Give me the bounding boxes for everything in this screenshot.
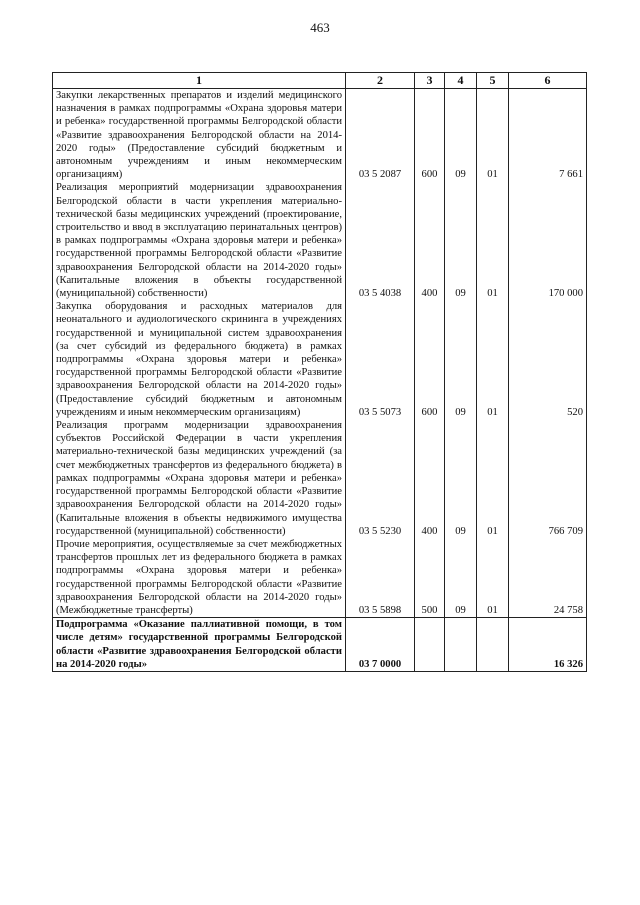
column-header-1: 1 [53, 73, 346, 89]
column-header-2: 2 [346, 73, 415, 89]
row-code: 03 5 4038 [346, 181, 415, 300]
column-header-5: 5 [477, 73, 509, 89]
table-row [53, 300, 587, 419]
row-description: Реализация мероприятий модернизации здравоохранения Белгородской области в части укрепления материально-технической базы медицинских учреждений (проектирование, строительство и ввод в эксплуатацию перинатальных центров) в рамках подпрограммы «Охрана здоровья матери и ребенка» государственной программы Белгородской области «Развитие здравоохранения Белгородской области на 2014-2020 годы» (Капитальные вложения в объекты государственной (муниципальной) собственности) [53, 181, 346, 300]
row-col3: 400 [415, 419, 445, 538]
row-col4: 09 [445, 419, 477, 538]
row-col4: 09 [445, 181, 477, 300]
row-col5: 01 [477, 419, 509, 538]
summary-col5 [477, 618, 509, 672]
summary-code: 03 7 0000 [346, 618, 415, 672]
row-col5: 01 [477, 538, 509, 618]
row-amount: 24 758 [509, 538, 587, 618]
row-code: 03 5 5230 [346, 419, 415, 538]
table-row [53, 181, 587, 300]
row-col5: 01 [477, 181, 509, 300]
table-row [53, 538, 587, 618]
row-description: Прочие мероприятия, осуществляемые за счет межбюджетных трансфертов прошлых лет из федерального бюджета в рамках подпрограммы «Охрана здоровья матери и ребенка» государственной программы Белгородской области «Развитие здравоохранения Белгородской области на 2014-2020 годы» (Межбюджетные трансферты) [53, 538, 346, 618]
subprogram-summary-row [53, 618, 587, 672]
row-col3: 600 [415, 300, 445, 419]
summary-col4 [445, 618, 477, 672]
row-description: Закупка оборудования и расходных материалов для неонатального и аудиологического скрининга в учреждениях государственной и муниципальной систем здравоохранения (за счет субсидий из федерального бюджета) в рамках подпрограммы «Охрана здоровья матери и ребенка» государственной программы Белгородской области «Развитие здравоохранения Белгородской области на 2014-2020 годы» (Предоставление субсидий бюджетным и автономным учреждениям и иным некоммерческим организациям) [53, 300, 346, 419]
row-amount: 170 000 [509, 181, 587, 300]
row-col5: 01 [477, 300, 509, 419]
row-col3: 600 [415, 89, 445, 182]
row-col4: 09 [445, 89, 477, 182]
table-row [53, 89, 587, 182]
row-code: 03 5 5073 [346, 300, 415, 419]
row-description: Реализация программ модернизации здравоохранения субъектов Российской Федерации в части укрепления материально-технической базы медицинских учреждений (за счет межбюджетных трансфертов из федерального бюджета) в рамках подпрограммы «Охрана здоровья матери и ребенка» государственной программы Белгородской области «Развитие здравоохранения Белгородской области на 2014-2020 годы» (Капитальные вложения в объекты недвижимого имущества государственной (муниципальной) собственности) [53, 419, 346, 538]
row-col4: 09 [445, 538, 477, 618]
row-col5: 01 [477, 89, 509, 182]
row-amount: 766 709 [509, 419, 587, 538]
budget-table [52, 72, 587, 672]
row-amount: 520 [509, 300, 587, 419]
table-header-row [53, 73, 587, 89]
column-header-6: 6 [509, 73, 587, 89]
table-row [53, 419, 587, 538]
summary-amount: 16 326 [509, 618, 587, 672]
column-header-3: 3 [415, 73, 445, 89]
row-description: Закупки лекарственных препаратов и изделий медицинского назначения в рамках подпрограммы «Охрана здоровья матери и ребенка» государственной программы Белгородской области «Развитие здравоохранения Белгородской области на 2014-2020 годы» (Предоставление субсидий бюджетным и автономным учреждениям и иным некоммерческим организациям) [53, 89, 346, 182]
row-code: 03 5 2087 [346, 89, 415, 182]
row-col3: 500 [415, 538, 445, 618]
summary-col3 [415, 618, 445, 672]
page-number: 463 [310, 20, 330, 35]
column-header-4: 4 [445, 73, 477, 89]
row-col3: 400 [415, 181, 445, 300]
row-col4: 09 [445, 300, 477, 419]
summary-description: Подпрограмма «Оказание паллиативной помощи, в том числе детям» государственной программы Белгородской области «Развитие здравоохранения Белгородской области на 2014-2020 годы» [53, 618, 346, 672]
row-code: 03 5 5898 [346, 538, 415, 618]
row-amount: 7 661 [509, 89, 587, 182]
